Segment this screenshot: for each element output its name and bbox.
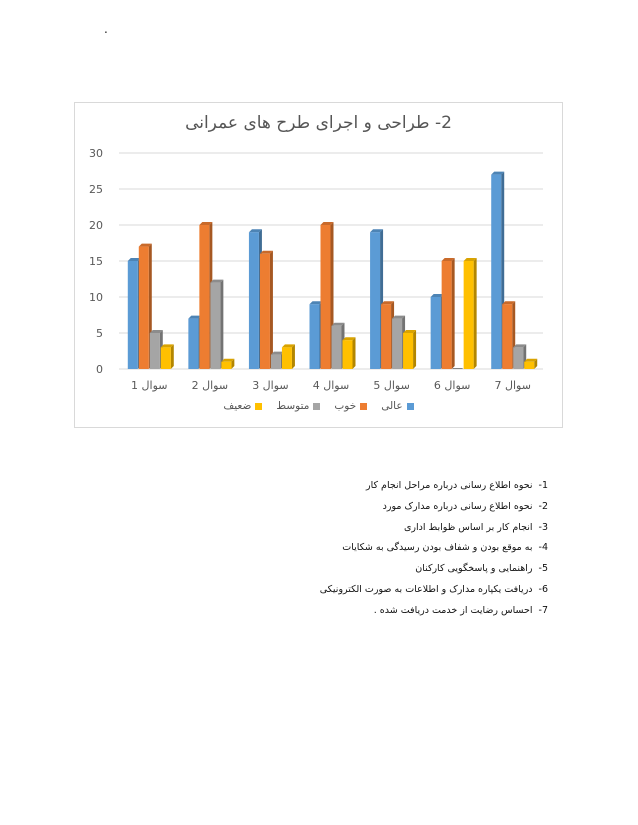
y-tick-label: 10 bbox=[89, 291, 103, 304]
question-list bbox=[148, 476, 548, 622]
bar bbox=[139, 247, 149, 369]
bar bbox=[370, 232, 380, 369]
bar bbox=[249, 232, 259, 369]
legend-item bbox=[334, 400, 367, 412]
bar bbox=[271, 355, 281, 369]
question-number: 6- bbox=[538, 583, 548, 595]
bar bbox=[210, 283, 220, 369]
y-tick-label: 5 bbox=[96, 327, 103, 340]
legend-item bbox=[276, 400, 320, 412]
bar bbox=[381, 304, 391, 369]
legend-swatch bbox=[360, 403, 367, 410]
chart-legend bbox=[75, 400, 562, 412]
x-tick-label: سوال 3 bbox=[252, 379, 289, 392]
bar bbox=[128, 261, 138, 369]
question-number: 4- bbox=[538, 542, 548, 554]
bar bbox=[491, 175, 501, 369]
chart-title: 2- طراحی و اجرای طرح های عمرانی bbox=[185, 113, 452, 133]
question-text: راهنمایی و پاسخگویی کارکنان bbox=[415, 563, 533, 575]
legend-item bbox=[381, 400, 413, 412]
legend-swatch bbox=[407, 403, 414, 410]
bar bbox=[524, 362, 534, 369]
question-number: 5- bbox=[538, 563, 548, 575]
legend-swatch bbox=[313, 403, 320, 410]
bar bbox=[150, 333, 160, 369]
bar-chart bbox=[75, 103, 562, 427]
bar bbox=[282, 347, 292, 369]
bar bbox=[502, 304, 512, 369]
y-tick-label: 20 bbox=[89, 219, 103, 232]
bar bbox=[332, 326, 342, 369]
question-text: نحوه اطلاع رسانی درباره مدارک مورد bbox=[382, 500, 533, 512]
question-text: به موقع بودن و شفاف بودن رسیدگی به شکایات bbox=[342, 542, 533, 554]
y-tick-label: 15 bbox=[89, 255, 103, 268]
bar bbox=[343, 340, 353, 369]
question-text: احساس رضایت از خدمت دریافت شده . bbox=[373, 604, 533, 616]
bar-side bbox=[292, 344, 295, 369]
x-tick-label: سوال 1 bbox=[131, 379, 168, 392]
question-text: نحوه اطلاع رسانی درباره مراحل انجام کار bbox=[366, 480, 533, 491]
question-item bbox=[148, 497, 548, 518]
bar bbox=[403, 333, 413, 369]
bar bbox=[464, 261, 474, 369]
bar-side bbox=[220, 280, 223, 369]
y-tick-label: 0 bbox=[96, 363, 103, 376]
question-text: انجام کار بر اساس ظوابط اداری bbox=[403, 521, 533, 533]
bar bbox=[442, 261, 452, 369]
legend-label: متوسط bbox=[276, 400, 310, 412]
question-item bbox=[148, 559, 548, 580]
question-number: 3- bbox=[538, 521, 548, 533]
chart-container bbox=[74, 102, 563, 428]
bar-side bbox=[353, 337, 356, 369]
legend-label: خوب bbox=[334, 400, 357, 412]
bar bbox=[310, 304, 320, 369]
legend-swatch bbox=[255, 403, 262, 410]
bar-side bbox=[452, 258, 455, 369]
x-tick-label: سوال 5 bbox=[373, 379, 410, 392]
y-tick-label: 25 bbox=[89, 183, 103, 196]
question-text: دریافت یکپاره مدارک و اطلاعات به صورت الکترونیکی bbox=[319, 583, 533, 595]
x-tick-label: سوال 7 bbox=[494, 379, 531, 392]
question-item bbox=[148, 518, 548, 539]
stray-dot: . bbox=[104, 22, 108, 36]
x-tick-label: سوال 4 bbox=[312, 379, 350, 392]
bar bbox=[260, 254, 270, 369]
bar-side bbox=[171, 344, 174, 369]
bar bbox=[431, 297, 441, 369]
question-number: 2- bbox=[538, 500, 548, 512]
question-number: 1- bbox=[538, 480, 548, 491]
legend-item bbox=[223, 400, 262, 412]
x-tick-label: سوال 2 bbox=[191, 379, 229, 392]
bar bbox=[161, 347, 171, 369]
bar bbox=[453, 368, 463, 369]
bar-side bbox=[270, 251, 273, 369]
question-item bbox=[148, 601, 548, 622]
legend-label: ضعیف bbox=[223, 400, 252, 412]
legend-label: عالی bbox=[381, 400, 403, 412]
bar bbox=[392, 319, 402, 369]
question-item bbox=[148, 476, 548, 497]
bar bbox=[221, 362, 231, 369]
y-tick-label: 30 bbox=[89, 147, 103, 160]
bar bbox=[188, 319, 198, 369]
x-tick-label: سوال 6 bbox=[433, 379, 471, 392]
bar bbox=[513, 347, 523, 369]
bar-side bbox=[413, 330, 416, 369]
bar bbox=[199, 225, 209, 369]
question-item bbox=[148, 580, 548, 601]
bar bbox=[321, 225, 331, 369]
bar-side bbox=[474, 258, 477, 369]
question-number: 7- bbox=[538, 604, 548, 616]
question-item bbox=[148, 538, 548, 559]
